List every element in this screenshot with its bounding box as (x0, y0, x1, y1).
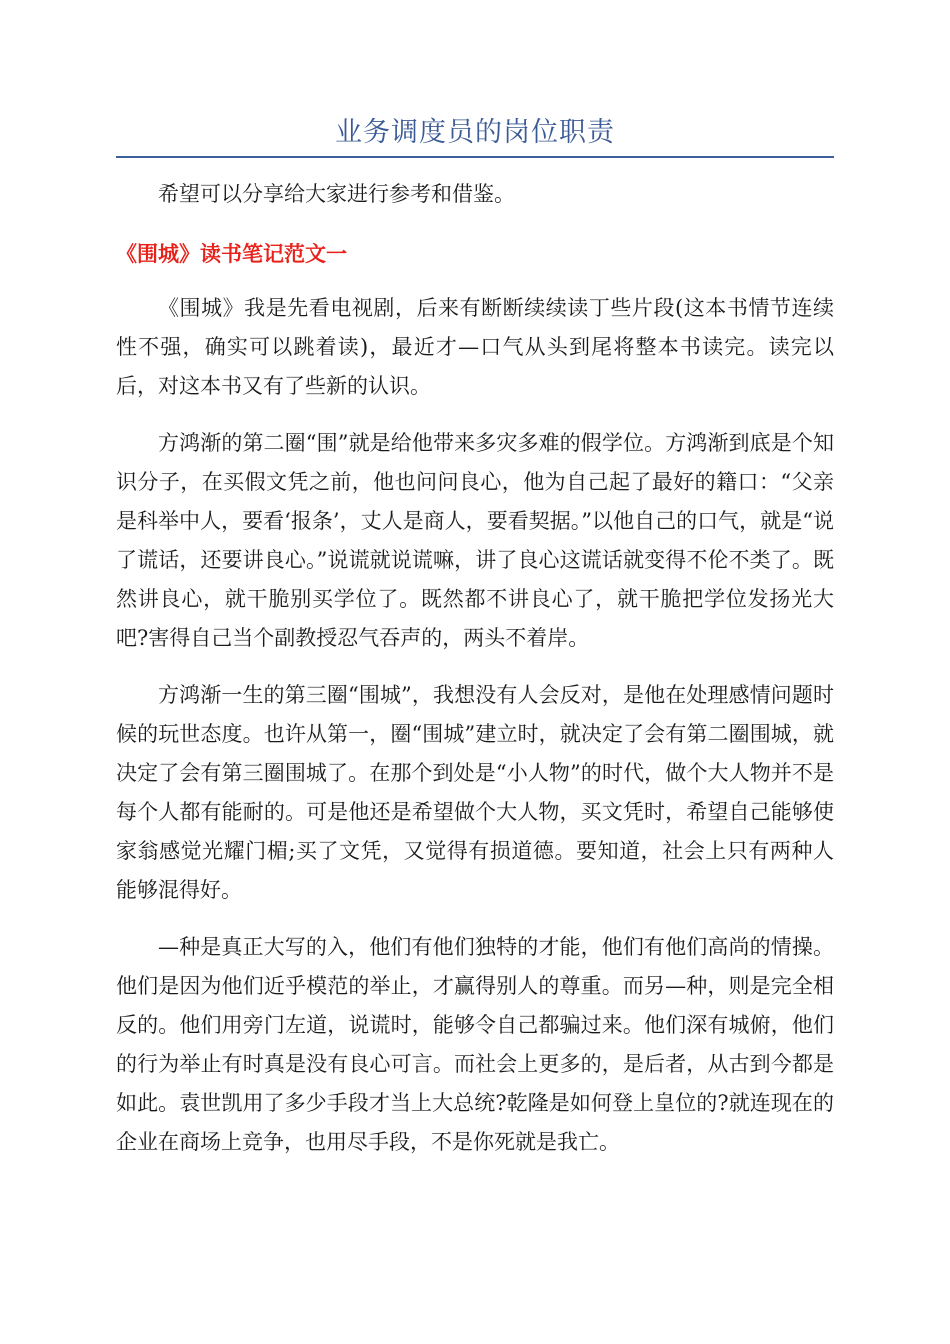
paragraph-3: 方鸿渐一生的第三圈“围城”，我想没有人会反对，是他在处理感情问题时候的玩世态度。也许从第一，圈“围城”建立时，就决定了会有第二圈围城，就决定了会有第三圈围城了。在那个到处是“小人物”的时代，做个大人物并不是每个人都有能耐的。可是他还是希望做个大人物，买文凭时，希望自己能够使家翁感觉光耀门楣;买了文凭，又觉得有损道德。要知道，社会上只有两种人能够混得好。 (116, 683, 834, 902)
document-title: 业务调度员的岗位职责 (335, 117, 615, 148)
intro-text: 希望可以分享给大家进行参考和借鉴。 (158, 182, 515, 206)
paragraph-1: 《围城》我是先看电视剧，后来有断断续续读丁些片段(这本书情节连续性不强，确实可以跳着读)，最近才—口气从头到尾将整本书读完。读完以后，对这本书又有了些新的认识。 (116, 296, 834, 398)
section-heading: 《围城》读书笔记范文一 (116, 242, 347, 266)
paragraph-4: —种是真正大写的入，他们有他们独特的才能，他们有他们高尚的情操。他们是因为他们近乎模范的举止，才赢得别人的尊重。而另—种，则是完全相反的。他们用旁门左道，说谎时，能够令自己都骗过来。他们深有城俯，他们的行为举止有时真是没有良心可言。而社会上更多的，是后者，从古到今都是如此。袁世凯用了多少手段才当上大总统?乾隆是如何登上皇位的?就连现在的企业在商场上竞争，也用尽手段，不是你死就是我亡。 (116, 935, 834, 1154)
document-body (116, 178, 834, 1162)
document-header (116, 112, 834, 158)
paragraph-2: 方鸿渐的第二圈“围”就是给他带来多灾多难的假学位。方鸿渐到底是个知识分子，在买假文凭之前，他也问问良心，他为自己起了最好的籍口：“父亲是科举中人，要看‘报条’，丈人是商人，要看契据。”以他自己的口气，就是“说了谎话，还要讲良心。”说谎就说谎嘛，讲了良心这谎话就变得不伦不类了。既然讲良心，就干脆别买学位了。既然都不讲良心了，就干脆把学位发扬光大吧?害得自己当个副教授忍气吞声的，两头不着岸。 (116, 431, 834, 650)
